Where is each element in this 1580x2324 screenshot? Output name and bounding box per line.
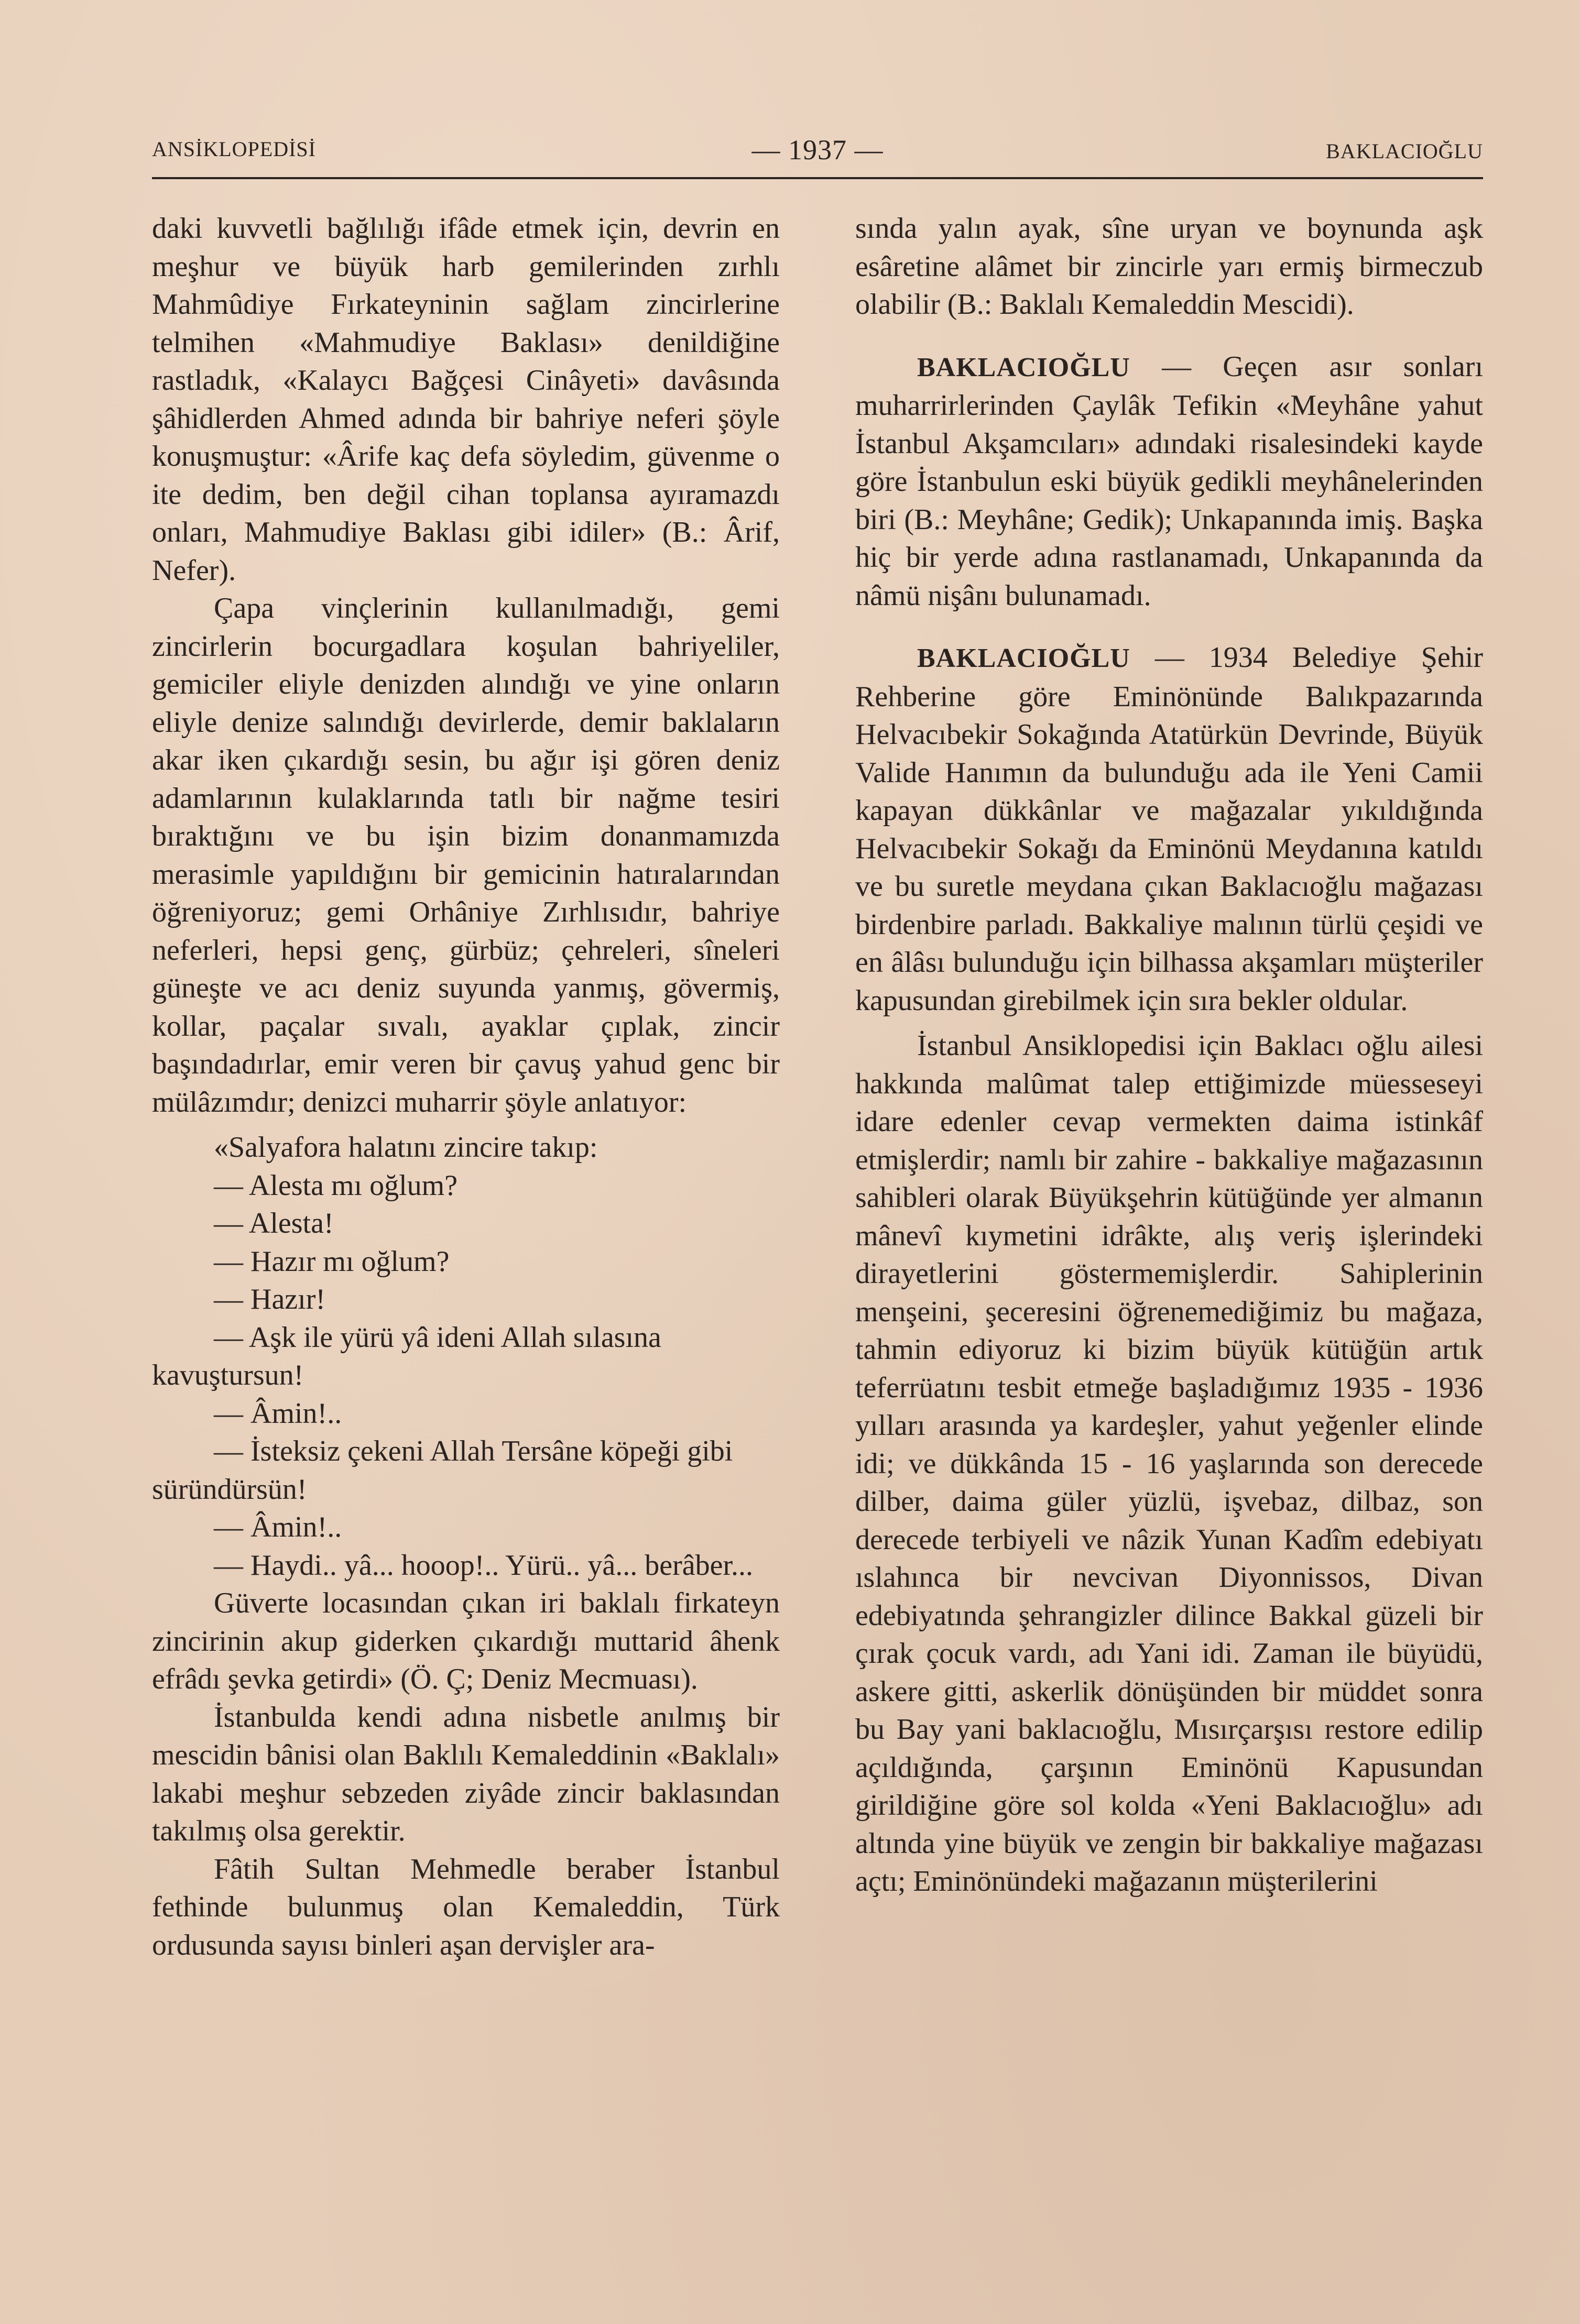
entry-heading: BAKLACIOĞLU (917, 352, 1130, 382)
verse-line: — Aşk ile yürü yâ ideni Allah sılasına kavuştursun! (152, 1321, 661, 1391)
header-right-title: BAKLACIOĞLU (1326, 139, 1483, 163)
verse-line: «Salyafora halatını zincire takıp: (214, 1131, 598, 1164)
verse-line: — İsteksiz çekeni Allah Tersâne köpeği gibi süründürsün! (152, 1435, 733, 1506)
entry-heading: BAKLACIOĞLU (917, 643, 1130, 673)
header-left-title: ANSİKLOPEDİSİ (152, 137, 316, 161)
paragraph: Güverte locasından çıkan iri baklalı firkateyn zincirinin akup giderken çıkardığı muttarid âhenk efrâdı şevka getirdi» (Ö. Ç; Deniz Mecmuası). (152, 1587, 780, 1695)
paragraph: Çapa vinçlerinin kullanılmadığı, gemi zincirlerin bocurgadlara koşulan bahriyeliler, gemiciler eliyle denizden alındığı ve yine onların eliyle denize salındığı devirlerde, demir baklaların akar iken çıkardığı sesin, bu ağır işi gören deniz adamlarının kulaklarında tatlı bir nağme tesiri bıraktığını ve bu işin bizim donanmamızda merasimle yapıldığını bir gemicinin hatıralarından öğreniyoruz; gemi Orhâniye Zırhlısıdır, bahriye neferleri, hepsi genç, gürbüz; çehreleri, sîneleri güneşte ve acı deniz suyunda yanmış, gövermiş, kollar, paçalar sıvalı, ayaklar çıplak, zincir başındadırlar, emir veren bir çavuş yahud genc bir mülâzımdır; denizci muharrir şöyle anlatıyor: (152, 592, 780, 1119)
verse-line: — Alesta! (214, 1207, 334, 1240)
paragraph: İstanbul Ansiklopedisi için Baklacı oğlu ailesi hakkında malûmat talep ettiğimizde müesseseyi idare edenler cevap vermekten daima istinkâf etmişlerdir; namlı bir zahire - bakkaliye mağazasının sahibleri olarak Büyükşehrin kütüğünde yer almanın mânevî kıymetini idrâkte, alış veriş işlerindeki dirayetlerini göstermemişlerdir. Sahiplerinin menşeini, şeceresini öğrenemediğimiz bu mağaza, tahmin ediyoruz ki bizim büyük kütüğün artık teferrüatını tesbit etmeğe başladığımız 1935 - 1936 yılları arasında ya kardeşler, yahut yeğenler elinde idi; ve dükkânda 15 - 16 yaşlarında son derecede dilber, daima güler yüzlü, işvebaz, dilbaz, son derecede terbiyeli ve nâzik Yunan Kadîm edebiyatı ıslahınca bir nevcivan Diyonnissos, Divan edebiyatında şehrangizler dilince Bakkal güzeli bir çırak çocuk vardı, adı Yani idi. Zaman ile büyüdü, askere gitti, askerlik dönüşünden bir müddet sonra bu Bay yani baklacıoğlu, Mısırçarşısı restore edilip açıldığında, çarşının Eminönü Kapusundan girildiğine göre sol kolda «Yeni Baklacıoğlu» adı altında yine büyük ve zengin bir bakkaliye mağazası açtı; Eminönündeki mağazanın müşterilerini (855, 1029, 1483, 1898)
verse-line: — Âmin!.. (214, 1511, 342, 1543)
verse-line: — Hazır! (214, 1283, 326, 1316)
paragraph: daki kuvvetli bağlılığı ifâde etmek için, devrin en meşhur ve büyük harb gemilerinden zırhlı Mahmûdiye Fırkateyninin sağlam zincirlerine telmihen «Mahmudiye Baklası» denildiğine rastladık, «Kalaycı Bağçesi Cinâyeti» davâsında şâhidlerden Ahmed adında bir bahriye neferi şöyle konuşmuştur: «Ârife kaç defa söyledim, güvenme o ite dedim, ben değil cihan toplansa ayıramazdı onları, Mahmudiye Baklası gibi idiler» (B.: Ârif, Nefer). (152, 212, 780, 587)
entry-text: — Geçen asır sonları muharrirlerinden Çaylâk Tefikin «Meyhâne yahut İstanbul Akşamcıları» adındaki risalesindeki kayde göre İstanbulun eski büyük gedikli meyhânelerinden biri (B.: Meyhâne; Gedik); Unkapanında imiş. Başka hiç bir yerde adına rastlanamadı, Unkapanında da nâmü nişânı bulunamadı. (855, 350, 1483, 612)
verse-line: — Haydi.. yâ... hooop!.. Yürü.. yâ... berâber... (214, 1549, 753, 1582)
verse-line: — Hazır mı oğlum? (214, 1245, 450, 1278)
paragraph: İstanbulda kendi adına nisbetle anılmış bir mescidin bânisi olan Baklılı Kemaleddinin «Baklalı» lakabi meşhur sebzeden ziyâde zincir baklasından takılmış olsa gerektir. (152, 1701, 780, 1847)
paragraph: Fâtih Sultan Mehmedle beraber İstanbul fethinde bulunmuş olan Kemaleddin, Türk ordusunda sayısı binleri aşan dervişler ara- (152, 1852, 780, 1961)
verse-line: — Alesta mı oğlum? (214, 1169, 458, 1202)
entry-text: — 1934 Belediye Şehir Rehberine göre Eminönünde Balıkpazarında Helvacıbekir Sokağında Atatürkün Devrinde, Büyük Valide Hanımın da bulunduğu ada ile Yeni Camii kapayan dükkânlar ve mağazalar yıkıldığında Helvacıbekir Sokağı da Eminönü Meydanına katıldı ve bu suretle meydana çıkan Baklacıoğlu mağazası birdenbire parladı. Bakkaliye malının türlü çeşidi ve en âlâsı bulunduğu için bilhassa akşamları müşteriler kapusundan girebilmek için sıra bekler oldular. (855, 641, 1483, 1017)
entry-baklacioglu-2 (855, 639, 1483, 1020)
paragraph: sında yalın ayak, sîne uryan ve boynunda aşk esâretine alâmet bir zincirle yarı ermiş birmeczub olabilir (B.: Baklalı Kemaleddin Mescidi). (855, 212, 1483, 321)
left-column (152, 210, 780, 1964)
header-rule (152, 177, 1483, 179)
verse-line: — Âmin!.. (214, 1397, 342, 1430)
right-column (855, 210, 1483, 1901)
running-header (152, 134, 1483, 170)
page-number: — 1937 — (751, 134, 884, 166)
entry-baklacioglu-1 (855, 348, 1483, 615)
